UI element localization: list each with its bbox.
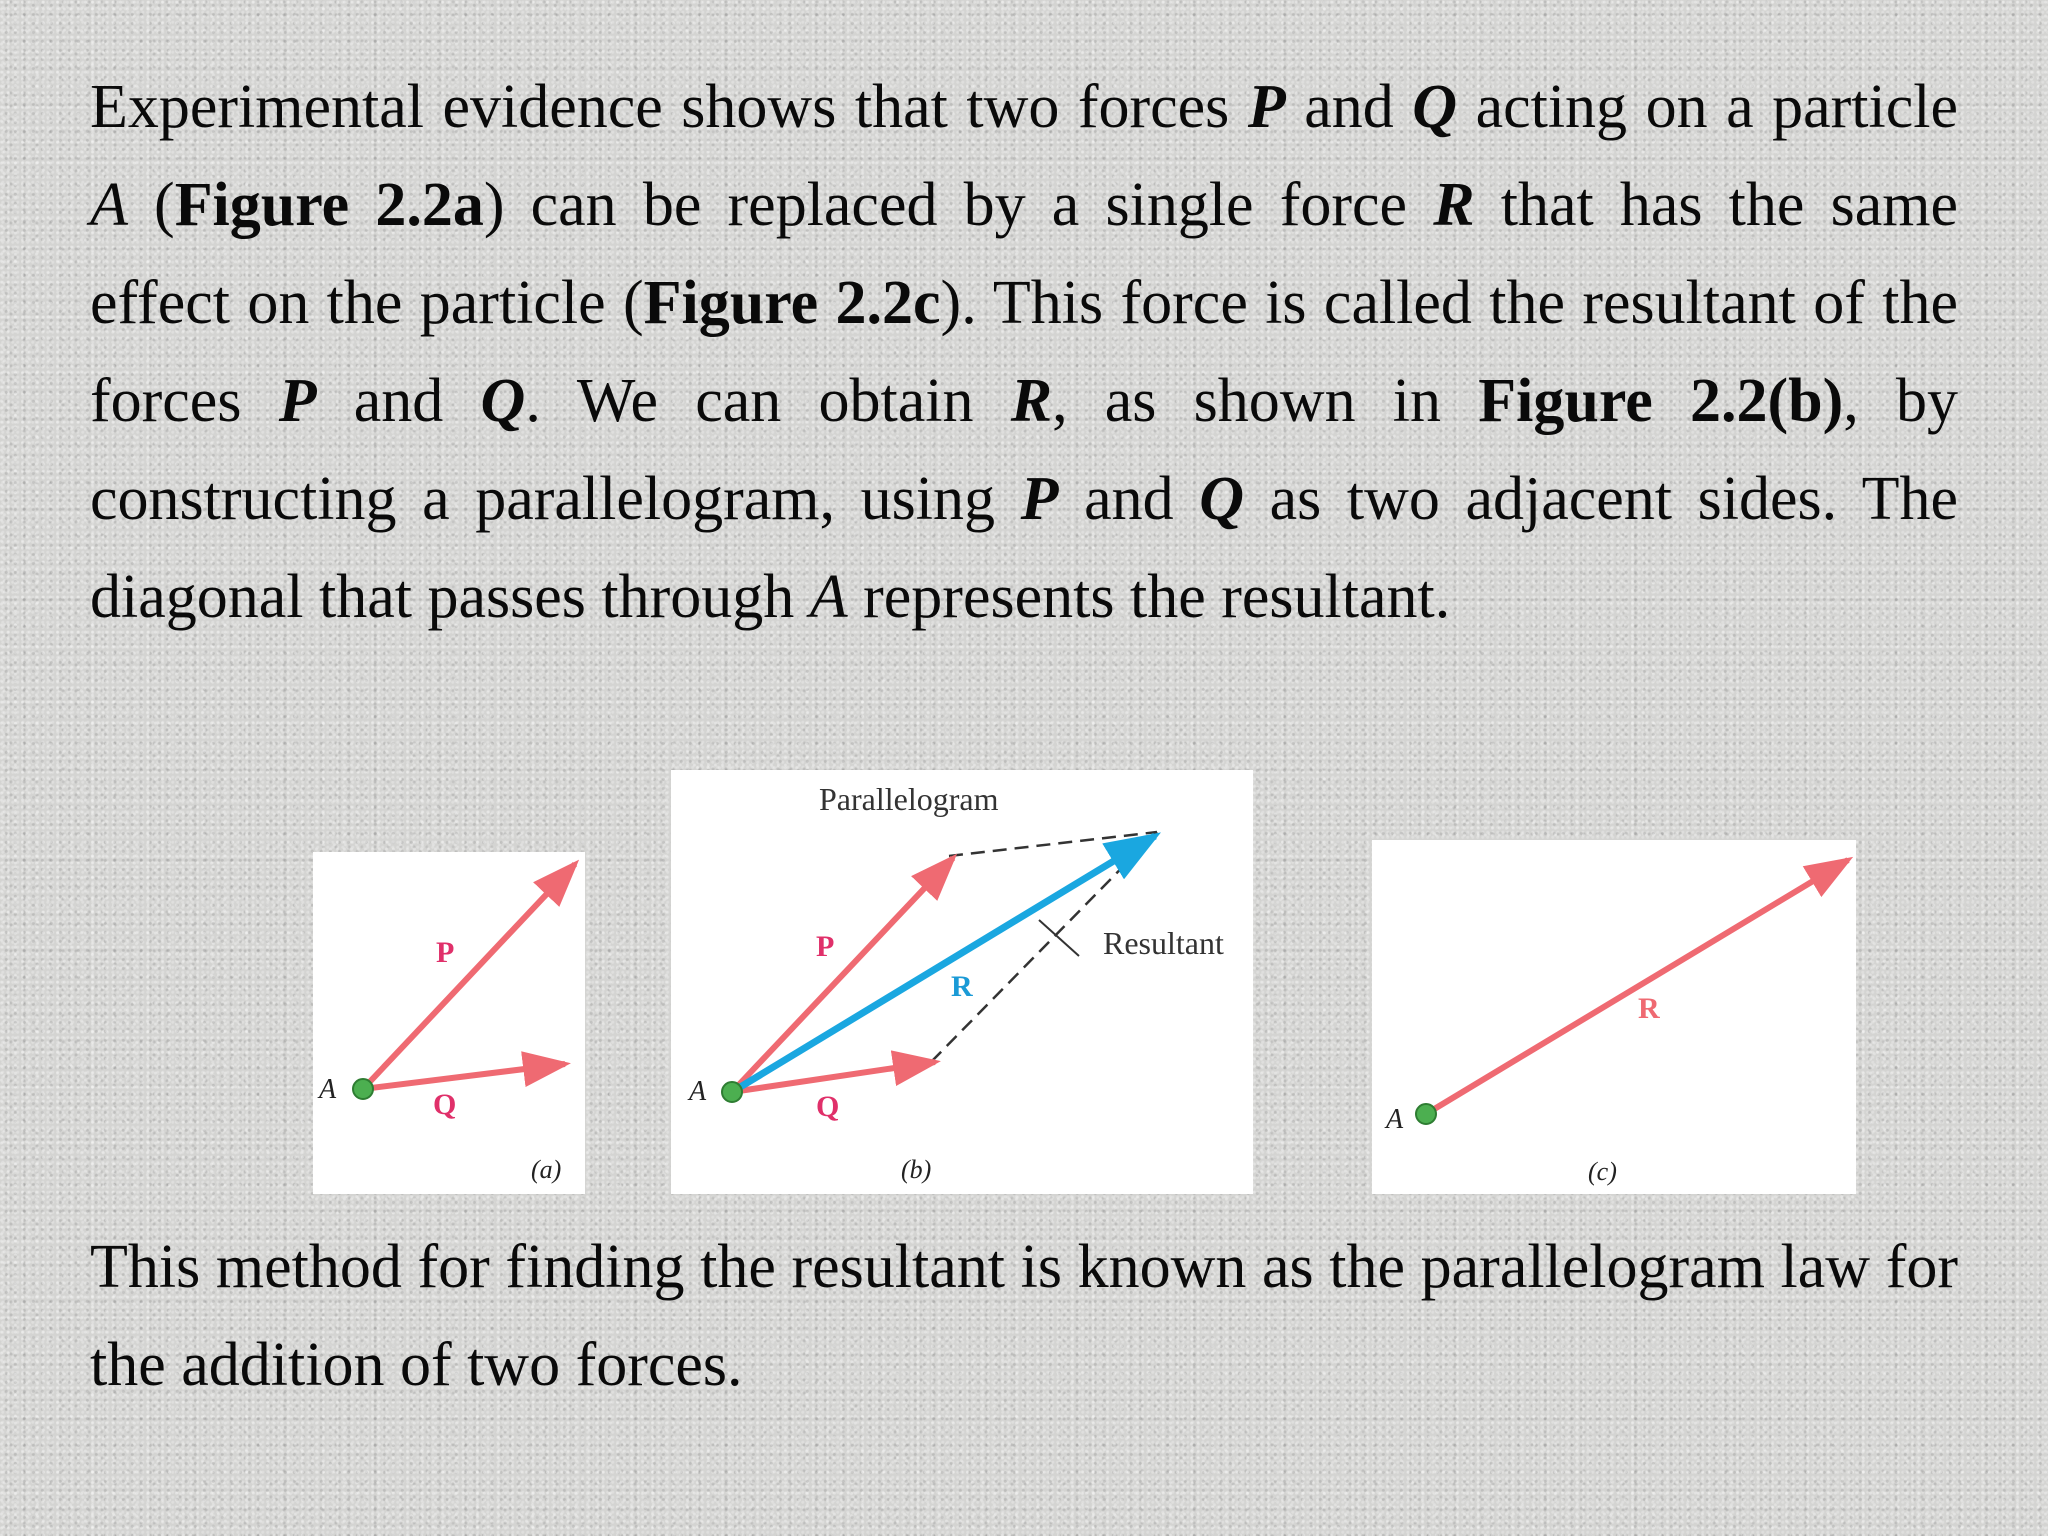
text-span: . We can obtain: [525, 367, 1011, 435]
label-R: R: [1638, 992, 1660, 1025]
symbol-A: A: [809, 563, 848, 631]
vector-P-arrow: [363, 864, 575, 1089]
symbol-R: R: [1433, 171, 1475, 239]
text-span: acting on a particle: [1457, 73, 1958, 141]
symbol-R: R: [1010, 367, 1053, 435]
figure-b-diagram: [671, 770, 1253, 1194]
particle-A-point: [1416, 1104, 1436, 1124]
label-A: A: [689, 1076, 707, 1107]
text-span: ). This force is called the resultant of the forces: [90, 269, 1958, 435]
figure-c-diagram: [1372, 840, 1856, 1194]
caption-c: (c): [1588, 1157, 1617, 1186]
particle-A-point: [353, 1079, 373, 1099]
figure-panel-a: [313, 852, 585, 1194]
text-span: and: [1285, 73, 1413, 141]
text-span: ) can be replaced by a single force: [483, 171, 1434, 239]
label-A: A: [1386, 1104, 1404, 1135]
resultant-pointer-line: [1039, 920, 1079, 956]
symbol-A: A: [90, 171, 128, 239]
figure-panel-b: [671, 770, 1253, 1194]
label-Q: Q: [433, 1088, 457, 1121]
figure-a-diagram: [313, 852, 585, 1194]
text-span: and: [1058, 465, 1200, 533]
symbol-P: P: [278, 367, 317, 435]
vector-R-arrow: [1426, 860, 1848, 1114]
label-R: R: [951, 970, 973, 1003]
label-Q: Q: [816, 1090, 840, 1123]
vector-R-arrow: [732, 836, 1155, 1092]
text-span: (: [127, 171, 175, 239]
symbol-Q: Q: [1412, 73, 1458, 141]
label-P: P: [816, 930, 835, 963]
intro-paragraph: [90, 58, 1958, 646]
figure-ref-2-2b: Figure 2.2(b): [1478, 367, 1844, 435]
symbol-P: P: [1247, 73, 1286, 141]
symbol-P: P: [1020, 465, 1059, 533]
text-span: Experimental evidence shows that two forces: [90, 73, 1248, 141]
caption-b: (b): [901, 1155, 932, 1184]
label-P: P: [436, 936, 455, 969]
resultant-label: Resultant: [1103, 925, 1224, 961]
symbol-Q: Q: [480, 367, 526, 435]
text-span: that has the same effect on the particle (: [90, 171, 1958, 337]
symbol-Q: Q: [1199, 465, 1244, 533]
figure-ref-2-2c: Figure 2.2c: [643, 269, 941, 337]
caption-a: (a): [531, 1155, 562, 1184]
conclusion-paragraph: This method for finding the resultant is known as the parallelogram law for the addition of two forces.: [90, 1233, 1958, 1399]
figure-panel-c: [1372, 840, 1856, 1194]
parallelogram-title: Parallelogram: [819, 781, 999, 817]
particle-A-point: [722, 1082, 742, 1102]
text-span: represents the resultant.: [847, 563, 1451, 631]
text-span: as two adjacent sides. The diagonal that passes through: [90, 465, 1958, 631]
text-span: and: [316, 367, 481, 435]
text-span: , by constructing a parallelogram, using: [90, 367, 1958, 533]
figure-ref-2-2a: Figure 2.2a: [174, 171, 484, 239]
text-span: , as shown in: [1052, 367, 1479, 435]
vector-Q-arrow: [363, 1064, 565, 1089]
label-A: A: [319, 1074, 337, 1105]
